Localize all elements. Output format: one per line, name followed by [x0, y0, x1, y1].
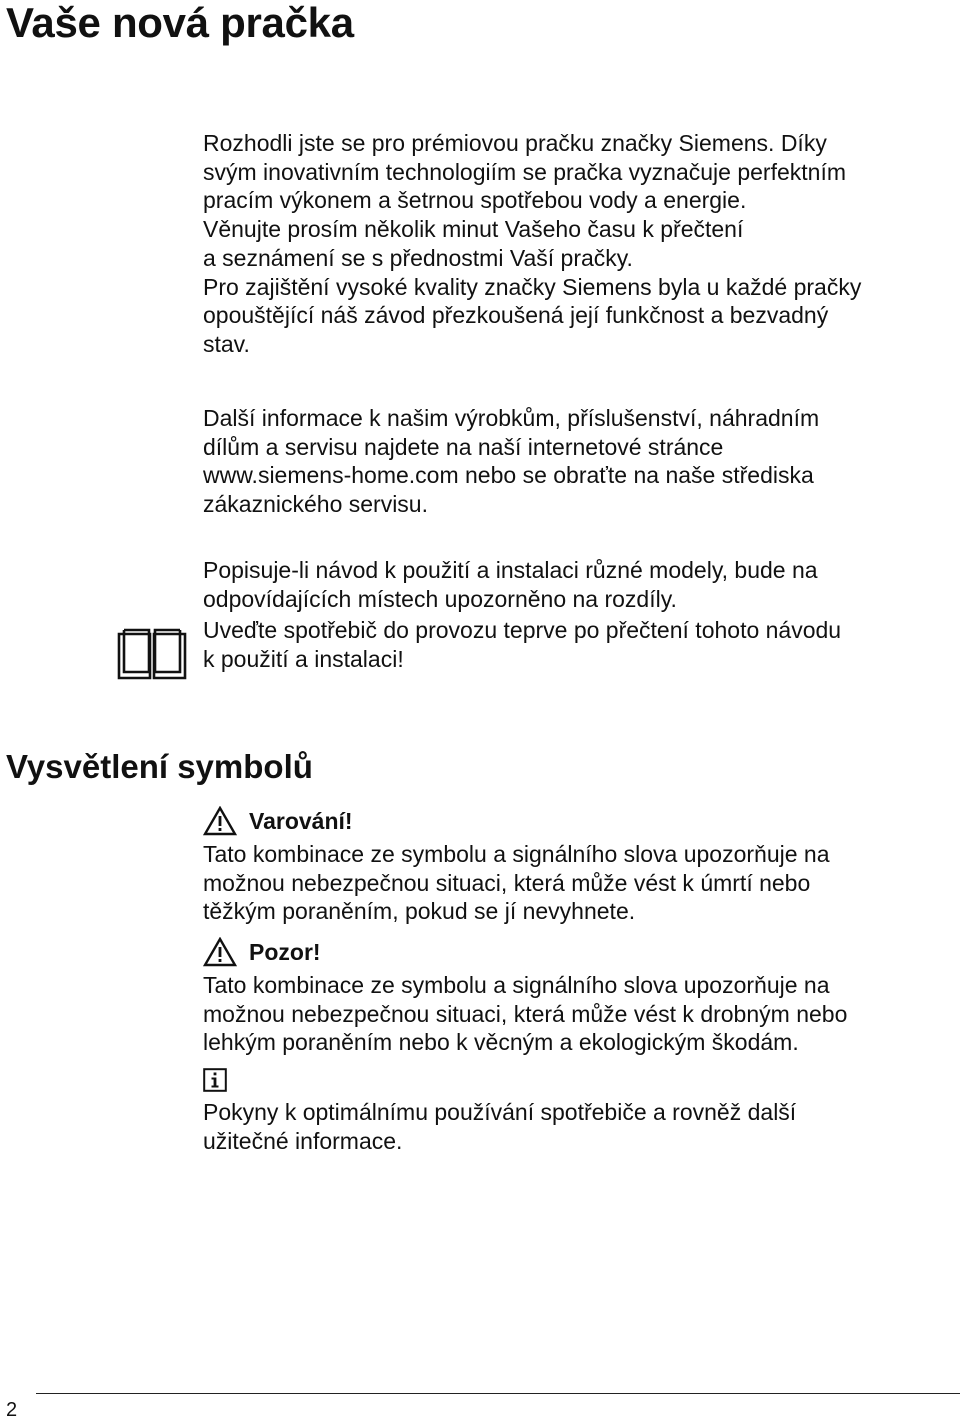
text-line: možnou nebezpečnou situaci, která může vést k úmrtí nebo [203, 869, 811, 896]
text-line: lehkým poraněním nebo k věcným a ekologickým škodám. [203, 1029, 799, 1056]
caution-signal [203, 936, 321, 968]
text-line: pracím výkonem a šetrnou spotřebou vody a energie. [203, 187, 747, 214]
warning-description [203, 840, 953, 926]
text-line: užitečné informace. [203, 1127, 403, 1154]
symbols-section-title: Vysvětlení symbolů [6, 748, 313, 785]
warning-triangle-icon [203, 806, 237, 836]
text-line: Uveďte spotřebič do provozu teprve po přečtení tohoto návodu [203, 617, 842, 644]
text-line: Popisuje-li návod k použití a instalaci různé modely, bude na [203, 557, 818, 583]
text-line: a seznámení se s přednostmi Vaší pračky. [203, 244, 633, 271]
signal-word-warning: Varování! [249, 808, 353, 834]
intro-paragraph-3 [203, 556, 953, 674]
caution-description [203, 971, 953, 1057]
warning-signal [203, 805, 353, 837]
text-line: Tato kombinace ze symbolu a signálního slova upozorňuje na [203, 972, 830, 998]
text-line: stav. [203, 330, 250, 357]
info-icon [203, 1068, 227, 1092]
signal-word-caution: Pozor! [249, 939, 321, 965]
text-line: Pokyny k optimálnímu používání spotřebiče a rovněž další [203, 1099, 797, 1125]
text-line: opouštějící náš závod přezkoušená její funkčnost a bezvadný [203, 302, 829, 329]
intro-paragraph-1 [203, 129, 953, 359]
intro-paragraph-2 [203, 404, 953, 519]
book-icon [116, 626, 188, 680]
footer-divider [36, 1393, 960, 1394]
text-line: Věnujte prosím několik minut Vašeho času k přečtení [203, 216, 744, 243]
text-line: svým inovativním technologiím se pračka vyznačuje perfektním [203, 158, 846, 185]
info-description [203, 1098, 953, 1155]
text-line: Další informace k našim výrobkům, příslušenství, náhradním [203, 405, 820, 431]
text-line: www.siemens-home.com nebo se obraťte na naše střediska [203, 462, 814, 489]
text-line: Tato kombinace ze symbolu a signálního slova upozorňuje na [203, 841, 830, 867]
text-line: možnou nebezpečnou situaci, která může vést k drobným nebo [203, 1000, 848, 1027]
text-line: dílům a servisu najdete na naší internetové stránce [203, 433, 724, 460]
text-line: Pro zajištění vysoké kvality značky Siemens byla u každé pračky [203, 273, 862, 300]
text-line: těžkým poraněním, pokud se jí nevyhnete. [203, 898, 636, 925]
text-line: odpovídajících místech upozorněno na rozdíly. [203, 585, 677, 612]
text-line: zákaznického servisu. [203, 491, 428, 518]
text-line: Rozhodli jste se pro prémiovou pračku značky Siemens. Díky [203, 130, 827, 156]
warning-triangle-icon [203, 937, 237, 967]
text-line: k použití a instalaci! [203, 646, 404, 673]
page-title: Vaše nová pračka [6, 0, 354, 46]
page-number: 2 [6, 1399, 18, 1421]
